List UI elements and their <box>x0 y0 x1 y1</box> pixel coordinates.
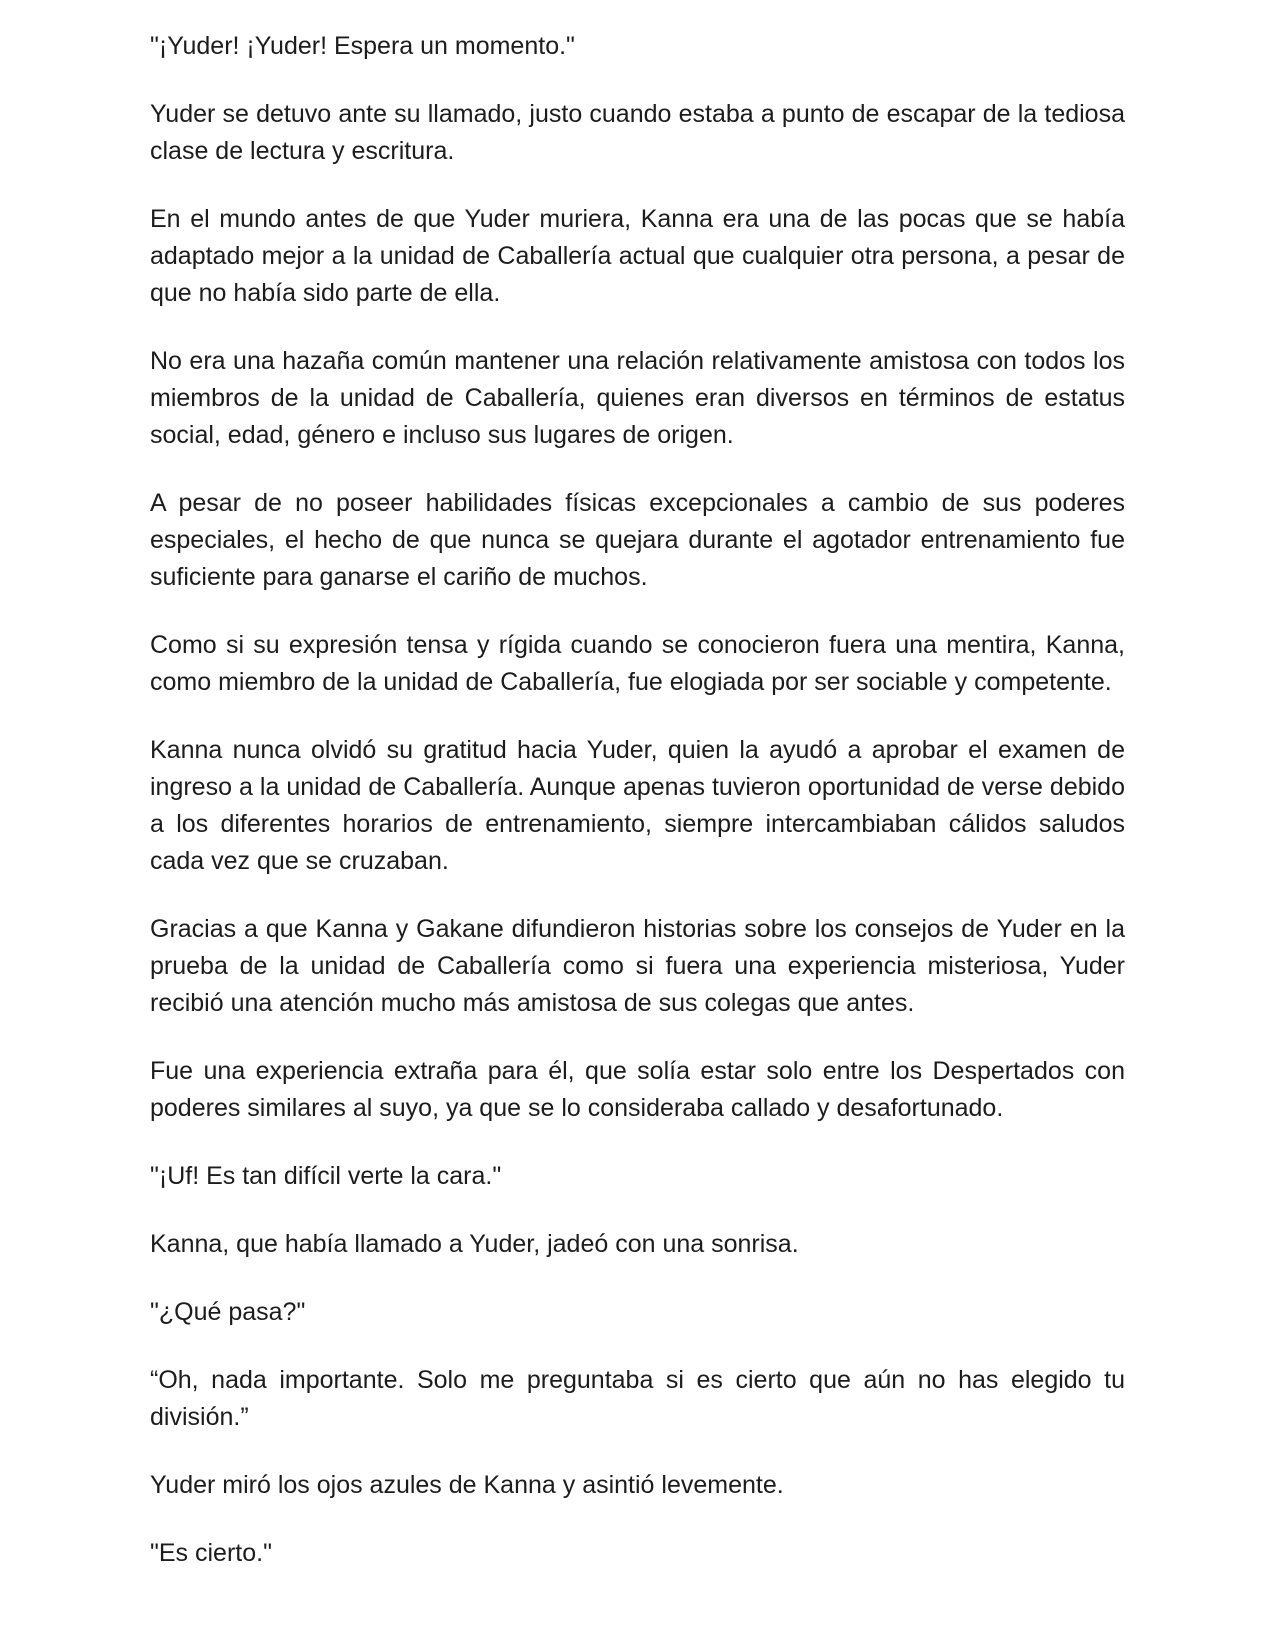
paragraph-12: "¿Qué pasa?" <box>150 1298 306 1326</box>
paragraph-3: En el mundo antes de que Yuder muriera, Kanna era una de las pocas que se había adaptado mejor a la unidad de Caballería actual que cualquier otra persona, a pesar de que no había sido parte de ella. <box>150 205 1125 307</box>
paragraph-5: A pesar de no poseer habilidades físicas excepcionales a cambio de sus poderes especiales, el hecho de que nunca se quejara durante el agotador entrenamiento fue suficiente para ganarse el cariño de muchos. <box>150 489 1125 591</box>
paragraph-14: Yuder miró los ojos azules de Kanna y asintió levemente. <box>150 1471 784 1499</box>
paragraph-7: Kanna nunca olvidó su gratitud hacia Yuder, quien la ayudó a aprobar el examen de ingreso a la unidad de Caballería. Aunque apenas tuvieron oportunidad de verse debido a los diferentes horarios de entrenamiento, siempre intercambiaban cálidos saludos cada vez que se cruzaban. <box>150 736 1125 875</box>
paragraph-2: Yuder se detuvo ante su llamado, justo cuando estaba a punto de escapar de la tediosa clase de lectura y escritura. <box>150 100 1125 165</box>
paragraph-15: "Es cierto." <box>150 1539 272 1567</box>
paragraph-6: Como si su expresión tensa y rígida cuando se conocieron fuera una mentira, Kanna, como miembro de la unidad de Caballería, fue elogiada por ser sociable y competente. <box>150 631 1125 696</box>
paragraph-9: Fue una experiencia extraña para él, que solía estar solo entre los Despertados con poderes similares al suyo, ya que se lo consideraba callado y desafortunado. <box>150 1057 1125 1122</box>
paragraph-4: No era una hazaña común mantener una relación relativamente amistosa con todos los miembros de la unidad de Caballería, quienes eran diversos en términos de estatus social, edad, género e incluso sus lugares de origen. <box>150 347 1125 449</box>
paragraph-1: "¡Yuder! ¡Yuder! Espera un momento." <box>150 32 575 60</box>
paragraph-11: Kanna, que había llamado a Yuder, jadeó con una sonrisa. <box>150 1230 799 1258</box>
paragraph-10: "¡Uf! Es tan difícil verte la cara." <box>150 1162 502 1190</box>
paragraph-8: Gracias a que Kanna y Gakane difundieron historias sobre los consejos de Yuder en la prueba de la unidad de Caballería como si fuera una experiencia misteriosa, Yuder recibió una atención mucho más amistosa de sus colegas que antes. <box>150 915 1125 1017</box>
paragraph-13: “Oh, nada importante. Solo me preguntaba si es cierto que aún no has elegido tu división.” <box>150 1366 1125 1431</box>
document-page <box>150 28 1125 1572</box>
